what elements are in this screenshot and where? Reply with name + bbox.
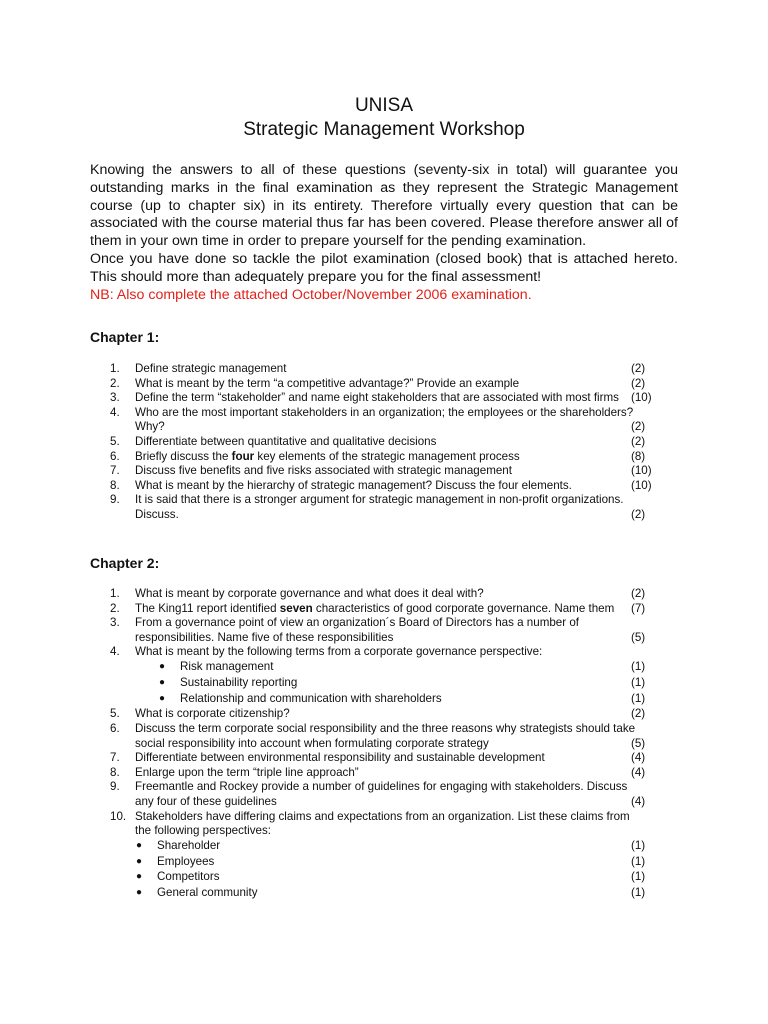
question-item	[0, 587, 768, 602]
question-marks: (10)	[631, 478, 652, 492]
sub-item-marks: (1)	[631, 886, 646, 900]
question-number: 6.	[110, 449, 120, 463]
document-subtitle: Strategic Management Workshop	[243, 119, 525, 140]
question-text-emphasis: four	[231, 449, 255, 463]
intro-text: Knowing the answers to all of these questions (seventy-six in total) will guarantee you outstanding marks in the final examination as they represent the Strategic Management course (up to chapter six) in its entirety. Therefore virtually every question that can be associated with the course material thus far has been covered. Please therefore answer all of them in your own time in order to prepare yourself for the pending examination.	[90, 162, 678, 250]
question-item	[0, 435, 768, 450]
nb-note: NB: Also complete the attached October/November 2006 examination.	[90, 286, 532, 303]
question-number: 2.	[110, 601, 120, 615]
bullet-icon: ●	[136, 887, 143, 899]
bullet-icon: ●	[159, 660, 166, 672]
question-number: 7.	[110, 751, 120, 765]
question-item	[0, 616, 768, 645]
question-text	[135, 450, 520, 463]
question-text: What is corporate citizenship?	[135, 707, 290, 721]
question-text: It is said that there is a stronger argument for strategic management in non-profit organizations. Discuss.	[135, 493, 624, 521]
bullet-icon: ●	[136, 871, 143, 883]
question-number: 9.	[110, 493, 120, 507]
question-marks: (2)	[631, 587, 646, 600]
question-text: From a governance point of view an organization´s Board of Directors has a number of responsibilities. Name five of these responsibilities	[135, 616, 580, 644]
sub-item-text: Sustainability reporting	[180, 675, 298, 689]
question-marks: (2)	[631, 362, 646, 375]
question-marks: (10)	[631, 391, 652, 405]
question-text: Define the term “stakeholder” and name eight stakeholders that are associated with most firms	[135, 391, 619, 405]
sub-item-text: Employees	[157, 854, 215, 868]
question-number: 4.	[110, 405, 120, 419]
question-text: Differentiate between quantitative and qualitative decisions	[135, 434, 437, 448]
question-text-pre: Briefly discuss the	[135, 449, 232, 463]
question-text: What is meant by the hierarchy of strategic management? Discuss the four elements.	[135, 478, 572, 492]
question-item	[0, 464, 768, 479]
question-number: 9.	[110, 780, 120, 794]
sub-item	[135, 839, 646, 855]
sub-item	[135, 886, 646, 902]
question-text-emphasis: seven	[279, 601, 313, 615]
question-item	[0, 645, 768, 707]
question-item	[0, 810, 768, 902]
sub-item-marks: (1)	[631, 659, 646, 673]
question-item	[0, 406, 768, 435]
question-marks: (4)	[631, 765, 646, 779]
question-text: Define strategic management	[135, 362, 287, 375]
question-text: What is meant by the following terms from a corporate governance perspective:	[135, 645, 543, 659]
chapter-2-questions	[0, 587, 768, 902]
sub-list	[135, 839, 646, 902]
chapter-1-questions	[0, 362, 768, 523]
question-item	[0, 602, 768, 617]
question-item	[0, 377, 768, 392]
question-number: 5.	[110, 434, 120, 448]
sub-item-marks: (1)	[631, 838, 646, 852]
sub-item-text: Relationship and communication with shareholders	[180, 691, 442, 705]
intro-text-2: Once you have done so tackle the pilot examination (closed book) that is attached hereto. This should more than adequately prepare you for the final assessment!	[90, 250, 678, 285]
sub-item-marks: (1)	[631, 870, 646, 884]
question-marks: (2)	[631, 376, 646, 390]
question-text: Who are the most important stakeholders in an organization; the employees or the shareholders? Why?	[135, 405, 634, 434]
question-item	[0, 751, 768, 766]
sub-item-text: Risk management	[180, 659, 274, 673]
question-text: What is meant by the term “a competitive advantage?” Provide an example	[135, 376, 520, 390]
question-number: 3.	[110, 616, 120, 630]
sub-item	[135, 660, 646, 676]
question-marks: (5)	[631, 630, 646, 644]
question-text: Discuss the term corporate social responsibility and the three reasons why strategists should take social responsibility into account when formulating corporate strategy	[135, 721, 636, 750]
question-marks: (2)	[631, 420, 646, 434]
sub-item	[135, 676, 646, 692]
question-number: 1.	[110, 587, 120, 600]
question-marks: (4)	[631, 751, 646, 765]
bullet-icon: ●	[159, 692, 166, 704]
question-number: 4.	[110, 645, 120, 659]
sub-item-text: Competitors	[157, 870, 220, 884]
question-marks: (2)	[631, 707, 646, 721]
question-item	[0, 362, 768, 377]
question-number: 8.	[110, 765, 120, 779]
question-text-pre: The King11 report identified	[135, 601, 280, 615]
question-number: 7.	[110, 464, 120, 478]
question-text	[135, 602, 614, 615]
question-item	[0, 479, 768, 494]
question-item	[0, 450, 768, 465]
question-item	[0, 780, 768, 809]
bullet-icon: ●	[136, 855, 143, 867]
question-text: Stakeholders have differing claims and expectations from an organization. List these claims from the following perspectives:	[135, 809, 630, 838]
question-number: 10.	[110, 809, 127, 823]
sub-list	[135, 660, 646, 707]
question-marks: (7)	[631, 601, 646, 615]
sub-item	[135, 692, 646, 708]
question-text: What is meant by corporate governance and what does it deal with?	[135, 587, 484, 600]
sub-item	[135, 870, 646, 886]
question-marks: (5)	[631, 736, 646, 750]
chapter-1-heading: Chapter 1:	[90, 329, 160, 345]
question-item	[0, 722, 768, 751]
sub-item-marks: (1)	[631, 675, 646, 689]
intro-paragraph	[90, 162, 678, 304]
chapter-2-heading: Chapter 2:	[90, 555, 160, 571]
question-marks: (10)	[631, 464, 652, 478]
sub-item-marks: (1)	[631, 691, 646, 705]
question-text: Enlarge upon the term “triple line approach”	[135, 765, 359, 779]
question-number: 5.	[110, 707, 120, 721]
question-text-post: characteristics of good corporate governance. Name them	[312, 601, 615, 615]
question-text: Differentiate between environmental responsibility and sustainable development	[135, 751, 545, 765]
question-number: 2.	[110, 376, 120, 390]
sub-item-text: Shareholder	[157, 838, 221, 852]
question-marks: (4)	[631, 794, 646, 808]
question-number: 1.	[110, 362, 120, 375]
question-number: 8.	[110, 478, 120, 492]
bullet-icon: ●	[159, 676, 166, 688]
question-item	[0, 493, 768, 522]
question-marks: (2)	[631, 434, 646, 448]
sub-item-text: General community	[157, 886, 258, 900]
question-text: Discuss five benefits and five risks associated with strategic management	[135, 464, 512, 478]
question-marks: (8)	[631, 449, 646, 463]
question-marks: (2)	[631, 507, 646, 521]
document-title: UNISA	[354, 95, 414, 116]
question-number: 6.	[110, 721, 120, 735]
sub-item-marks: (1)	[631, 854, 646, 868]
question-item	[0, 707, 768, 722]
sub-item	[135, 855, 646, 871]
question-text-post: key elements of the strategic management process	[254, 449, 520, 463]
bullet-icon: ●	[136, 839, 143, 851]
question-item	[0, 766, 768, 781]
question-text: Freemantle and Rockey provide a number of guidelines for engaging with stakeholders. Discuss any four of these guidelines	[135, 780, 628, 808]
question-number: 3.	[110, 391, 120, 405]
question-item	[0, 391, 768, 406]
